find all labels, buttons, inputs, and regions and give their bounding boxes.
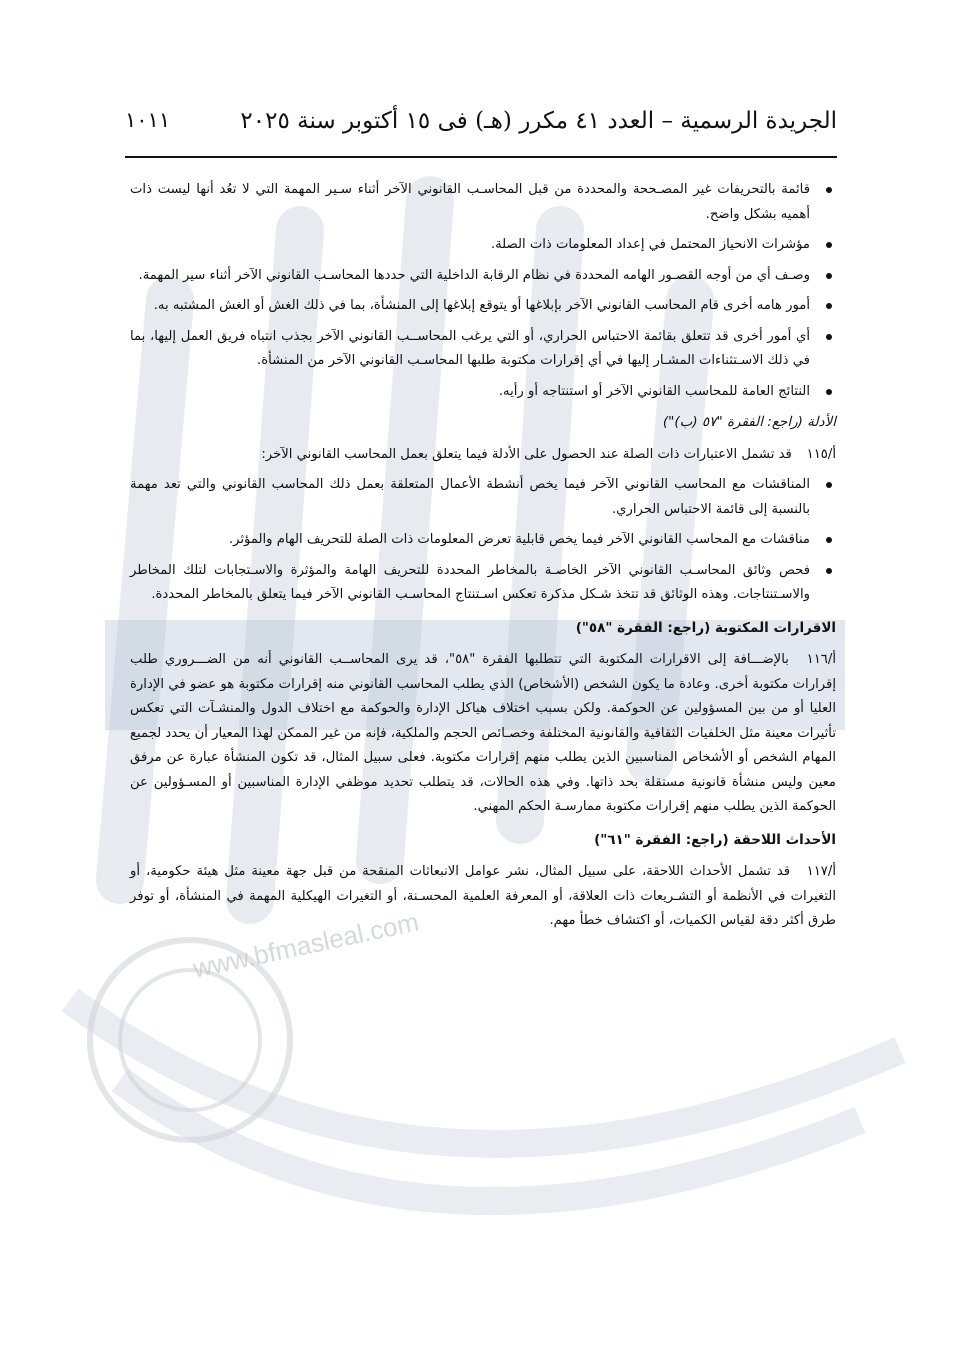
bullet-icon — [826, 273, 832, 279]
paragraph-116 — [130, 648, 836, 820]
paragraph-number: أ/١١٦ — [806, 652, 836, 667]
page-number: ١٠١١ — [125, 108, 171, 132]
bullet-icon — [826, 389, 832, 395]
list-item: مؤشرات الانحياز المحتمل في إعداد المعلومات ذات الصلة. — [130, 233, 836, 258]
bullet-icon — [826, 303, 832, 309]
list-item: وصـف أي من أوجه القصـور الهامه المحددة في نظام الرقابة الداخلية التي حددها المحاسـب القانوني الآخر أثناء سير المهمة. — [130, 264, 836, 289]
page-header — [125, 108, 837, 148]
gazette-title: الجريدة الرسمية – العدد ٤١ مكرر (هـ) فى ١٥ أكتوبر سنة ٢٠٢٥ — [240, 108, 837, 134]
section-heading-evidence: الأدلة (راجع: الفقرة "٥٧ (ب)") — [662, 414, 836, 430]
list-item: مناقشات مع المحاسب القانوني الآخر فيما يخص قابلية تعرض المعلومات ذات الصلة للتحريف الهام والمؤثر. — [130, 528, 836, 553]
list-item: أمور هامه أخرى قام المحاسب القانوني الآخر بإبلاغها أو يتوقع إبلاغها إلى المنشأة، بما في ذلك الغش أو الغش المشتبه به. — [130, 294, 836, 319]
watermark-url: www.bfmasleal.com — [190, 906, 422, 984]
paragraph-number: أ/١١٥ — [806, 446, 836, 462]
bullet-icon — [826, 334, 832, 340]
header-divider — [125, 156, 837, 158]
paragraph-117 — [130, 860, 836, 934]
paragraph-text: قد تشمل الأحداث اللاحقة، على سبيل المثال، نشر عوامل الانبعاثات المنقحة من قبل جهة معينة مثل هيئة حكومية، أو التغيرات في الأنظمة أو التشـريعات ذات العلاقة، أو المعرفة العلمية المحسـنة، أو التغيرات الهيكلية المهمة في المنشأة، أو توفر طرق أكثر دقة لقياس الكميات، أو اكتشاف خطأ مهم. — [130, 864, 836, 928]
paragraph-text: بالإضـــافة إلى الاقرارات المكتوبة التي تتطلبها الفقرة "٥٨"، قد يرى المحاســب القانوني أنه من الضـــروري طلب إقرارات مكتوبة أخرى. وعادة ما يكون الشخص (الأشخاص) الذي يطلب المحاسب القانوني منه إقرارات مكتوبة هو عضو في الإدارة العليا أو من بين المسؤولين عن الحوكمة. ولكن بسبب اختلاف هياكل الإدارة والحوكمة مع اختلاف الدول والمنشـآت التي تعكس تأثيرات معينة مثل الخلفيات الثقافية والقانونية المختلفة وخصـائص الحجم والملكية، فإنه من غير الممكن لهذا المعيار أن يحدد لجميع المهام الشخص أو الأشخاص المناسبين الذين يطلب منهم إقرارات مكتوبة. فعلى سبيل المثال، قد تكون المنشأة عبارة عن مرفق معين وليس منشأة قانونية مستقلة بحد ذاتها. وفي هذه الحالات، قد يتطلب تحديد موظفي الإدارة المناسبين أو المسـؤولين عن الحوكمة الذين يطلب منهم إقرارات مكتوبة ممارسـة الحكم المهني. — [130, 652, 836, 814]
bullet-list-top — [130, 178, 836, 404]
list-item: المناقشات مع المحاسب القانوني الآخر فيما يخص أنشطة الأعمال المتعلقة بعمل ذلك المحاسب القانوني والتي تعد مهمة بالنسبة إلى قائمة الاحتباس الحراري. — [130, 473, 836, 522]
paragraph-text: قد تشمل الاعتبارات ذات الصلة عند الحصول على الأدلة فيما يتعلق بعمل المحاسب القانوني الآخر: — [261, 446, 792, 462]
body-text — [130, 178, 836, 940]
list-item: النتائج العامة للمحاسب القانوني الآخر أو استنتاجه أو رأيه. — [130, 380, 836, 405]
bullet-list-evidence — [130, 473, 836, 608]
bullet-icon — [826, 482, 832, 488]
bullet-icon — [826, 242, 832, 248]
bullet-icon — [826, 568, 832, 574]
list-item: أي أمور أخرى قد تتعلق بقائمة الاحتباس الحراري، أو التي يرغب المحاســب القانوني الآخر بجذب انتباه فريق العمل إليها، بما في ذلك الاسـتثناءات المشـار إليها في أي إقرارات مكتوبة طلبها المحاسـب القانوني الآخر من المنشأة. — [130, 325, 836, 374]
list-item: قائمة بالتحريفات غير المصـححة والمحددة من قبل المحاسـب القانوني الآخر أثناء سـير المهمة التي لا تعُد أنها ليست ذات أهميه بشكل واضح. — [130, 178, 836, 227]
section-heading-written: الاقرارات المكتوبة (راجع: الفقرة "٥٨") — [575, 619, 836, 636]
section-heading-subsequent: الأحداث اللاحقة (راجع: الفقرة "٦١") — [594, 831, 836, 848]
bullet-icon — [826, 537, 832, 543]
paragraph-115 — [130, 443, 836, 468]
list-item: فحص وثائق المحاسـب القانوني الآخر الخاصـة بالمخاطر المحددة للتحريف الهامة والمؤثرة والاسـتجابات لتلك المخاطر والاسـتنتاجات. وهذه الوثائق قد تتخذ شـكل مذكرة تعكس اسـتنتاج المحاسـب القانوني الآخر فيما يتعلق بالمخاطر المحددة. — [130, 559, 836, 608]
bullet-icon — [826, 187, 832, 193]
paragraph-number: أ/١١٧ — [806, 864, 836, 879]
